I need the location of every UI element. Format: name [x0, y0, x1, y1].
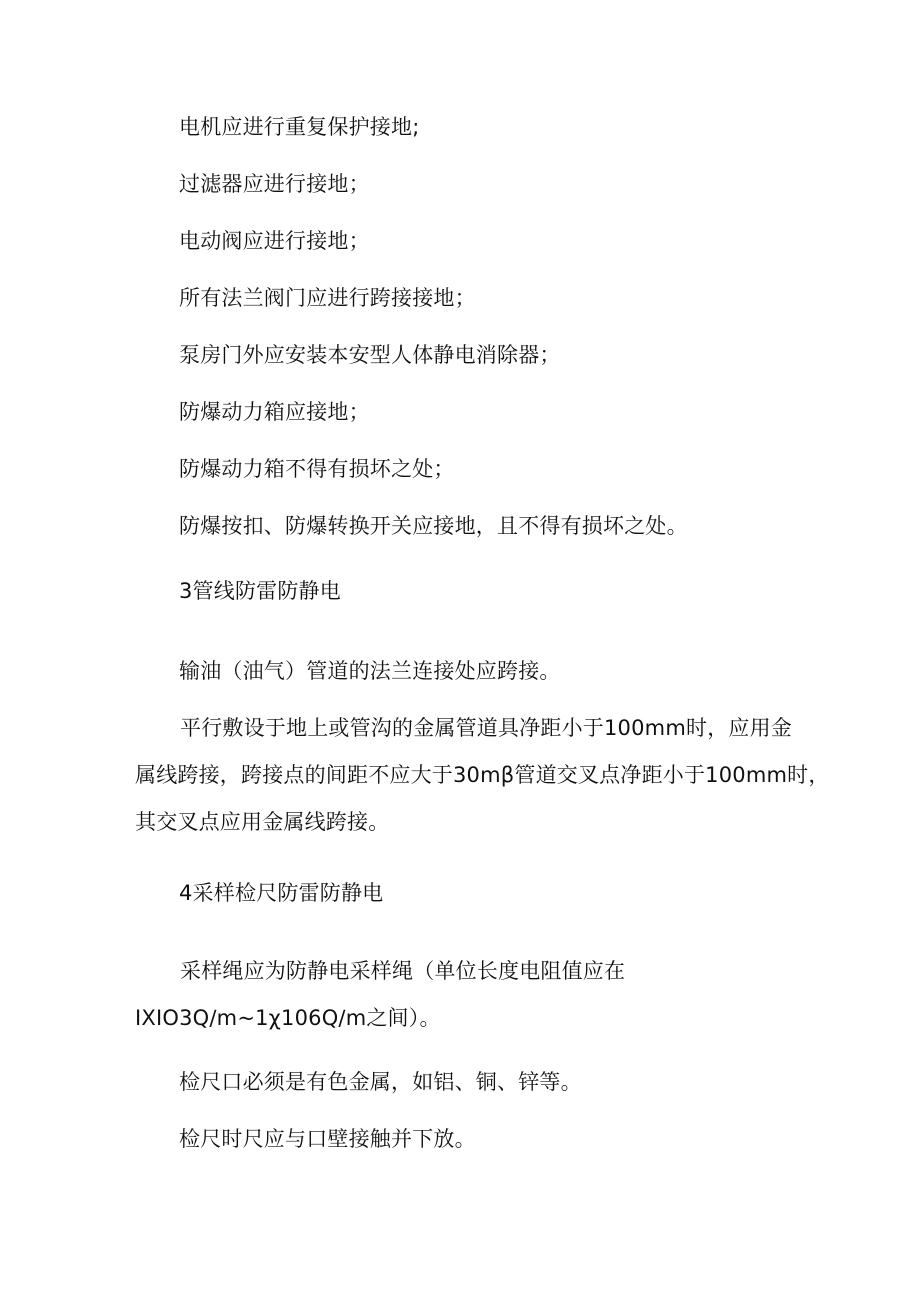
item-power-box-damage: 防爆动力箱不得有损坏之处； [179, 457, 455, 481]
item-switch-grounding: 防爆按扣、防爆转换开关应接地，且不得有损坏之处。 [179, 514, 688, 538]
section3-heading: 3管线防雷防静电 [179, 579, 341, 603]
item-flange-bonding: 所有法兰阀门应进行跨接接地； [179, 286, 476, 310]
item-valve-grounding: 电动阀应进行接地； [179, 229, 370, 253]
section4-paragraph-3: 检尺时尺应与口壁接触并下放。 [179, 1127, 476, 1151]
item-filter-grounding: 过滤器应进行接地； [179, 172, 370, 196]
section4-paragraph-1-line-2: IXIO3Q∕m~1χ106Q∕m之间）。 [135, 1006, 441, 1030]
item-power-box-grounding: 防爆动力箱应接地； [179, 400, 370, 424]
section4-paragraph-1 [135, 948, 795, 1042]
section3-paragraph-2 [135, 705, 830, 846]
section3-paragraph-2-line-1: 平行敷设于地上或管沟的金属管道具净距小于100mm时，应用金 [180, 716, 792, 740]
section4-heading: 4采样检尺防雷防静电 [179, 881, 384, 905]
section3-paragraph-2-line-3: 其交叉点应用金属线跨接。 [135, 810, 390, 834]
item-static-eliminator: 泵房门外应安装本安型人体静电消除器； [179, 343, 561, 367]
section4-paragraph-1-line-1: 采样绳应为防静电采样绳（单位长度电阻值应在 [180, 959, 626, 983]
section3-paragraph-1: 输油（油气）管道的法兰连接处应跨接。 [179, 659, 561, 683]
section3-paragraph-2-line-2: 属线跨接，跨接点的间距不应大于30mβ管道交叉点净距小于100mm时， [135, 763, 830, 787]
item-motor-grounding: 电机应进行重复保护接地; [179, 115, 420, 139]
section4-paragraph-2: 检尺口必须是有色金属，如铝、铜、锌等。 [179, 1070, 582, 1094]
